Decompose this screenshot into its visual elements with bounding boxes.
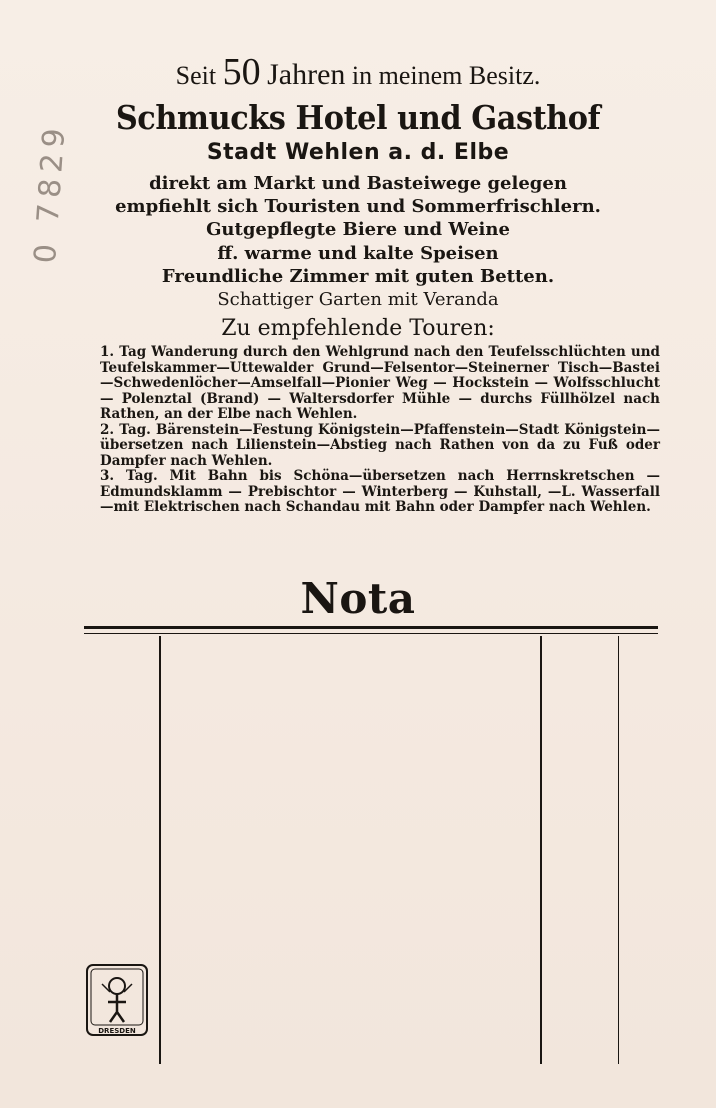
hotel-name: Schmucks Hotel und Gasthof: [115, 98, 601, 137]
header-besitz: in meinem Besitz.: [351, 61, 541, 90]
divider-thick: [84, 626, 658, 629]
description-line-5: Freundliche Zimmer mit guten Betten.: [161, 266, 555, 287]
tour-day-2: 2. Tag. Bärenstein—Festung Königstein—Pfaffenstein—Stadt Königstein—übersetzen nach Lilienstein—Abstieg nach Rathen von da zu Fuß oder Dampfer nach Wehlen.: [100, 421, 660, 469]
tours-heading: Zu empfehlende Touren:: [221, 316, 495, 341]
header-seit: Seit: [175, 61, 217, 90]
description-line-1: direkt am Markt und Basteiwege gelegen: [149, 173, 567, 194]
tour-day-1: 1. Tag Wanderung durch den Wehlgrund nach den Teufelsschlüchten und Teufelskammer—Uttewalder Grund—Felsentor—Steinerner Tisch—Bastei—Schwedenlöcher—Amselfall—Pionier Weg — Hockstein — Wolfsschlucht — Polenztal (Brand) — Waltersdorfer Mühle — durchs Füllhölzel nach Rathen, an der Elbe nach Wehlen.: [100, 344, 660, 422]
divider-thin: [84, 633, 658, 634]
tour-day-3: 3. Tag. Mit Bahn bis Schöna—übersetzen nach Herrnskretschen — Edmundsklamm — Prebischtor — Winterberg — Kuhstall, —L. Wasserfall—mit Elektrischen nach Schandau mit Bahn oder Dampfer nach Wehlen.: [100, 468, 660, 515]
vertical-rule-left: [159, 636, 161, 1064]
hotel-location: Stadt Wehlen a. d. Elbe: [206, 140, 510, 165]
publisher-logo-icon: [84, 962, 150, 1040]
header-line-years: [0, 50, 716, 94]
svg-text:DRESDEN: DRESDEN: [98, 1027, 136, 1035]
header-jahren: Jahren: [267, 58, 346, 91]
nota-heading: Nota: [300, 574, 416, 623]
header-years-number: 50: [222, 51, 261, 93]
pencil-annotation: 0 7829: [28, 121, 73, 265]
vertical-rule-far-right: [618, 636, 619, 1064]
vertical-rule-right: [540, 636, 542, 1064]
tours-list: [100, 345, 660, 516]
description-line-2: empfiehlt sich Touristen und Sommerfrischlern.: [115, 196, 601, 217]
description-line-3: Gutgepflegte Biere und Weine: [206, 219, 510, 240]
description-line-4: ff. warme und kalte Speisen: [217, 243, 499, 264]
description-line-6: Schattiger Garten mit Veranda: [217, 289, 499, 310]
